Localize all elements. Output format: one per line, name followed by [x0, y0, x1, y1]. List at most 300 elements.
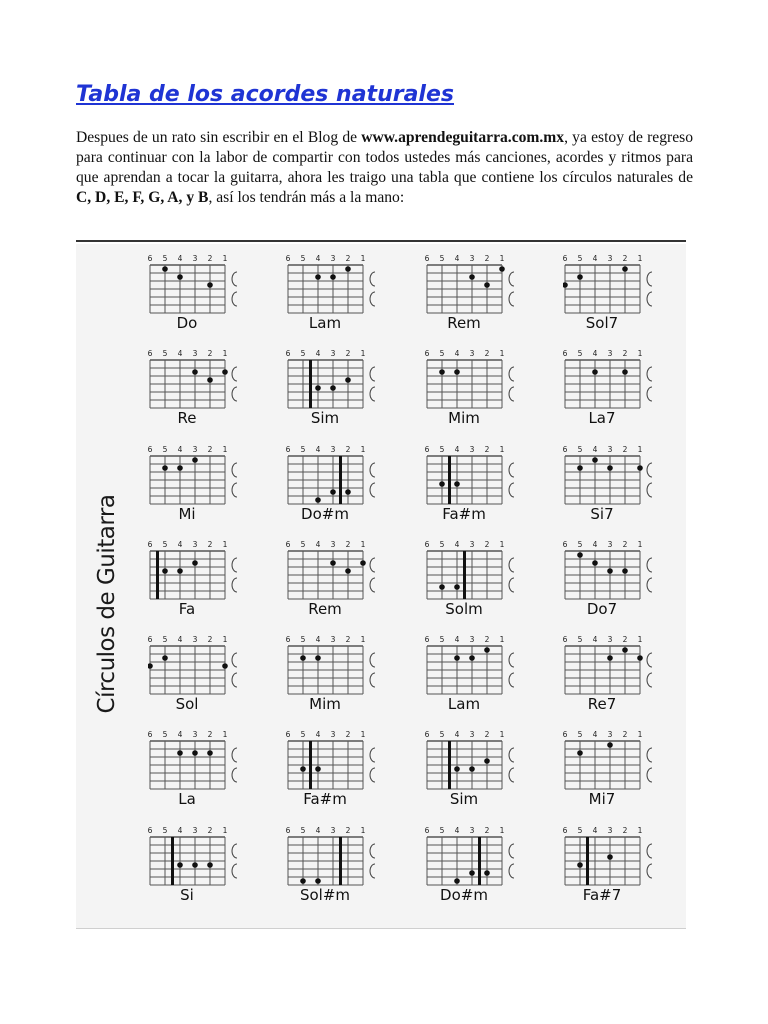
- string-number: 3: [469, 254, 475, 263]
- tuning-peg-mark: [509, 748, 514, 762]
- string-number: 4: [454, 349, 460, 358]
- finger-dot: [469, 766, 475, 772]
- string-number: 5: [577, 826, 583, 835]
- string-number: 1: [222, 349, 228, 358]
- string-number: 4: [592, 540, 598, 549]
- chord-diagram: [148, 826, 258, 912]
- string-number: 3: [330, 445, 336, 454]
- finger-dot: [607, 465, 613, 471]
- string-number: 1: [222, 254, 228, 263]
- finger-dot: [454, 655, 460, 661]
- string-number: 4: [454, 826, 460, 835]
- tuning-peg-mark: [370, 578, 375, 592]
- finger-dot: [360, 560, 366, 566]
- string-number: 3: [469, 445, 475, 454]
- string-number: 1: [360, 635, 366, 644]
- string-number: 6: [147, 445, 153, 454]
- fretboard: [286, 359, 396, 409]
- finger-dot: [484, 758, 490, 764]
- string-number: 3: [469, 826, 475, 835]
- tuning-peg-mark: [232, 292, 237, 306]
- chord-diagram: [148, 349, 258, 435]
- string-number: 5: [577, 349, 583, 358]
- string-number: 4: [592, 254, 598, 263]
- chord-name: Sim: [310, 409, 340, 427]
- finger-dot: [577, 552, 583, 558]
- string-number: 4: [177, 826, 183, 835]
- finger-dot: [162, 465, 168, 471]
- string-number: 1: [637, 826, 643, 835]
- string-number: 3: [192, 826, 198, 835]
- fretboard: [148, 740, 258, 790]
- finger-dot: [315, 385, 321, 391]
- string-number: 2: [207, 730, 213, 739]
- tuning-peg-mark: [509, 673, 514, 687]
- chord-diagram: [425, 826, 535, 912]
- string-number: 5: [162, 349, 168, 358]
- string-number: 4: [177, 540, 183, 549]
- chord-name: La: [178, 790, 196, 808]
- finger-dot: [207, 377, 213, 383]
- string-number: 2: [345, 445, 351, 454]
- fretboard: [425, 740, 535, 790]
- finger-dot: [330, 274, 336, 280]
- string-number: 6: [424, 445, 430, 454]
- string-number: 5: [577, 635, 583, 644]
- string-number: 2: [207, 445, 213, 454]
- tuning-peg-mark: [370, 673, 375, 687]
- chord-diagram: [286, 349, 396, 435]
- tuning-peg-mark: [509, 653, 514, 667]
- finger-dot: [592, 457, 598, 463]
- string-number: 3: [192, 254, 198, 263]
- chord-name: Sol: [175, 695, 199, 713]
- chord-name: Fa: [178, 600, 196, 618]
- string-number: 6: [562, 730, 568, 739]
- string-number: 2: [345, 349, 351, 358]
- tuning-peg-mark: [647, 748, 652, 762]
- finger-dot: [454, 878, 460, 884]
- chord-diagram: [148, 730, 258, 816]
- string-number: 5: [162, 730, 168, 739]
- string-number: 1: [222, 445, 228, 454]
- string-number: 1: [637, 635, 643, 644]
- string-number: 3: [330, 730, 336, 739]
- tuning-peg-mark: [509, 292, 514, 306]
- string-number: 2: [207, 540, 213, 549]
- tuning-peg-mark: [509, 367, 514, 381]
- fretboard: [563, 550, 673, 600]
- string-number: 1: [637, 445, 643, 454]
- tuning-peg-mark: [232, 483, 237, 497]
- string-number: 1: [360, 826, 366, 835]
- chord-diagram: [563, 254, 673, 340]
- fretboard: [148, 264, 258, 314]
- string-number: 1: [499, 730, 505, 739]
- tuning-peg-mark: [509, 844, 514, 858]
- chord-diagram: [286, 635, 396, 721]
- string-number: 3: [330, 254, 336, 263]
- fretboard: [425, 359, 535, 409]
- chord-name: La7: [588, 409, 616, 427]
- tuning-peg-mark: [370, 653, 375, 667]
- string-number: 2: [484, 635, 490, 644]
- string-number: 2: [484, 826, 490, 835]
- string-number: 1: [499, 445, 505, 454]
- string-number: 4: [315, 826, 321, 835]
- finger-dot: [345, 568, 351, 574]
- string-number: 2: [622, 349, 628, 358]
- string-number: 5: [300, 635, 306, 644]
- string-number: 2: [622, 635, 628, 644]
- finger-dot: [454, 369, 460, 375]
- fretboard: [286, 645, 396, 695]
- fretboard: [286, 264, 396, 314]
- fretboard: [425, 645, 535, 695]
- finger-dot: [315, 497, 321, 503]
- string-number: 4: [315, 445, 321, 454]
- tuning-peg-mark: [370, 463, 375, 477]
- chord-name: Re: [177, 409, 197, 427]
- string-number: 1: [222, 635, 228, 644]
- string-number: 5: [162, 540, 168, 549]
- tuning-peg-mark: [647, 864, 652, 878]
- finger-dot: [330, 385, 336, 391]
- finger-dot: [607, 854, 613, 860]
- finger-dot: [454, 584, 460, 590]
- string-number: 4: [592, 349, 598, 358]
- chord-name: Sol#m: [299, 886, 351, 904]
- tuning-peg-mark: [370, 367, 375, 381]
- finger-dot: [177, 568, 183, 574]
- finger-dot: [192, 750, 198, 756]
- chord-name: Do: [176, 314, 198, 332]
- string-number: 6: [424, 635, 430, 644]
- string-number: 6: [562, 540, 568, 549]
- finger-dot: [563, 282, 568, 288]
- chord-diagram: [286, 540, 396, 626]
- string-number: 4: [454, 730, 460, 739]
- string-number: 5: [439, 730, 445, 739]
- chord-diagram: [563, 826, 673, 912]
- chord-diagram: [425, 445, 535, 531]
- fretboard: [286, 455, 396, 505]
- chord-name: Solm: [445, 600, 483, 618]
- string-number: 5: [162, 826, 168, 835]
- string-number: 3: [469, 349, 475, 358]
- tuning-peg-mark: [232, 844, 237, 858]
- string-number: 6: [147, 826, 153, 835]
- chord-diagram: [563, 445, 673, 531]
- chord-name: Mim: [448, 409, 480, 427]
- chord-name: Fa#m: [442, 505, 486, 523]
- string-number: 1: [222, 540, 228, 549]
- string-number: 6: [424, 826, 430, 835]
- finger-dot: [177, 465, 183, 471]
- tuning-peg-mark: [232, 387, 237, 401]
- string-number: 6: [147, 349, 153, 358]
- fretboard: [563, 836, 673, 886]
- string-number: 6: [285, 826, 291, 835]
- chord-name: Do#m: [440, 886, 488, 904]
- fretboard: [148, 836, 258, 886]
- finger-dot: [222, 663, 228, 669]
- string-number: 6: [285, 635, 291, 644]
- chord-diagram: [286, 730, 396, 816]
- fretboard: [286, 836, 396, 886]
- fretboard: [286, 740, 396, 790]
- fretboard: [563, 645, 673, 695]
- tuning-peg-mark: [509, 768, 514, 782]
- chord-diagram: [148, 445, 258, 531]
- tuning-peg-mark: [509, 483, 514, 497]
- fretboard: [563, 359, 673, 409]
- finger-dot: [177, 274, 183, 280]
- string-number: 2: [345, 254, 351, 263]
- intro-text-3: , así los tendrán más a la mano:: [208, 189, 405, 206]
- chord-diagram: [425, 349, 535, 435]
- finger-dot: [162, 266, 168, 272]
- string-number: 3: [330, 349, 336, 358]
- string-number: 4: [454, 445, 460, 454]
- string-number: 3: [469, 635, 475, 644]
- string-number: 1: [499, 349, 505, 358]
- tuning-peg-mark: [647, 292, 652, 306]
- chord-name: Si7: [590, 505, 614, 523]
- chord-name: Fa#7: [582, 886, 622, 904]
- string-number: 6: [562, 349, 568, 358]
- string-number: 3: [469, 540, 475, 549]
- string-number: 4: [592, 635, 598, 644]
- finger-dot: [315, 878, 321, 884]
- chord-diagram: [425, 540, 535, 626]
- string-number: 4: [177, 635, 183, 644]
- string-number: 6: [285, 445, 291, 454]
- string-number: 3: [330, 635, 336, 644]
- string-number: 6: [424, 730, 430, 739]
- chord-name: Rem: [447, 314, 481, 332]
- finger-dot: [192, 457, 198, 463]
- string-number: 5: [162, 254, 168, 263]
- string-number: 2: [622, 730, 628, 739]
- string-number: 2: [484, 254, 490, 263]
- finger-dot: [469, 274, 475, 280]
- finger-dot: [622, 369, 628, 375]
- string-number: 2: [484, 349, 490, 358]
- finger-dot: [207, 282, 213, 288]
- fretboard: [425, 836, 535, 886]
- finger-dot: [300, 766, 306, 772]
- tuning-peg-mark: [232, 864, 237, 878]
- finger-dot: [162, 655, 168, 661]
- chord-name: Sol7: [585, 314, 619, 332]
- finger-dot: [607, 655, 613, 661]
- chord-diagram: [286, 254, 396, 340]
- string-number: 4: [454, 540, 460, 549]
- tuning-peg-mark: [509, 558, 514, 572]
- string-number: 5: [577, 254, 583, 263]
- string-number: 6: [424, 254, 430, 263]
- fretboard: [425, 550, 535, 600]
- string-number: 4: [315, 254, 321, 263]
- string-number: 4: [592, 730, 598, 739]
- finger-dot: [177, 862, 183, 868]
- string-number: 1: [637, 254, 643, 263]
- finger-dot: [484, 282, 490, 288]
- string-number: 6: [147, 540, 153, 549]
- tuning-peg-mark: [232, 463, 237, 477]
- string-number: 5: [300, 540, 306, 549]
- finger-dot: [469, 870, 475, 876]
- finger-dot: [622, 647, 628, 653]
- finger-dot: [148, 663, 153, 669]
- finger-dot: [330, 489, 336, 495]
- string-number: 4: [177, 445, 183, 454]
- string-number: 1: [360, 540, 366, 549]
- string-number: 2: [484, 730, 490, 739]
- string-number: 2: [622, 445, 628, 454]
- finger-dot: [577, 274, 583, 280]
- chord-diagram: [425, 254, 535, 340]
- string-number: 2: [207, 826, 213, 835]
- tuning-peg-mark: [509, 463, 514, 477]
- string-number: 3: [607, 826, 613, 835]
- finger-dot: [469, 655, 475, 661]
- string-number: 3: [192, 540, 198, 549]
- string-number: 4: [177, 730, 183, 739]
- top-divider: [76, 240, 686, 242]
- finger-dot: [607, 568, 613, 574]
- string-number: 2: [207, 349, 213, 358]
- fretboard: [148, 455, 258, 505]
- string-number: 1: [499, 540, 505, 549]
- tuning-peg-mark: [647, 578, 652, 592]
- string-number: 5: [300, 730, 306, 739]
- string-number: 4: [454, 254, 460, 263]
- string-number: 4: [315, 635, 321, 644]
- string-number: 5: [439, 540, 445, 549]
- chord-diagram: [563, 349, 673, 435]
- string-number: 6: [424, 540, 430, 549]
- string-number: 3: [330, 540, 336, 549]
- tuning-peg-mark: [370, 748, 375, 762]
- tuning-peg-mark: [232, 558, 237, 572]
- tuning-peg-mark: [370, 844, 375, 858]
- chord-diagram: [286, 445, 396, 531]
- finger-dot: [439, 481, 445, 487]
- string-number: 2: [622, 540, 628, 549]
- finger-dot: [162, 568, 168, 574]
- string-number: 3: [607, 349, 613, 358]
- finger-dot: [345, 489, 351, 495]
- tuning-peg-mark: [232, 768, 237, 782]
- string-number: 3: [469, 730, 475, 739]
- tuning-peg-mark: [647, 558, 652, 572]
- finger-dot: [345, 377, 351, 383]
- chord-name: Rem: [308, 600, 342, 618]
- string-number: 6: [285, 730, 291, 739]
- finger-dot: [192, 560, 198, 566]
- intro-text-1: Despues de un rato sin escribir en el Blog de: [76, 129, 362, 146]
- tuning-peg-mark: [370, 768, 375, 782]
- string-number: 2: [484, 445, 490, 454]
- finger-dot: [577, 465, 583, 471]
- string-number: 1: [499, 826, 505, 835]
- string-number: 2: [345, 826, 351, 835]
- string-number: 5: [439, 349, 445, 358]
- string-number: 1: [360, 254, 366, 263]
- intro-paragraph: [76, 128, 693, 208]
- string-number: 2: [345, 540, 351, 549]
- string-number: 5: [577, 445, 583, 454]
- tuning-peg-mark: [647, 844, 652, 858]
- tuning-peg-mark: [647, 367, 652, 381]
- string-number: 5: [439, 254, 445, 263]
- tuning-peg-mark: [647, 673, 652, 687]
- finger-dot: [315, 274, 321, 280]
- string-number: 2: [207, 635, 213, 644]
- chord-name: Mi: [178, 505, 196, 523]
- tuning-peg-mark: [509, 864, 514, 878]
- fretboard: [286, 550, 396, 600]
- string-number: 1: [637, 349, 643, 358]
- chord-name: Fa#m: [303, 790, 347, 808]
- string-number: 1: [360, 445, 366, 454]
- string-number: 6: [147, 254, 153, 263]
- chord-name: Re7: [587, 695, 617, 713]
- chord-diagram: [563, 635, 673, 721]
- chord-name: Si: [180, 886, 194, 904]
- chord-diagram: [286, 826, 396, 912]
- fretboard: [148, 645, 258, 695]
- tuning-peg-mark: [509, 272, 514, 286]
- tuning-peg-mark: [232, 367, 237, 381]
- string-number: 4: [592, 826, 598, 835]
- string-number: 6: [424, 349, 430, 358]
- string-number: 4: [177, 254, 183, 263]
- page-title: Tabla de los acordes naturales: [76, 82, 454, 107]
- string-number: 1: [222, 826, 228, 835]
- tuning-peg-mark: [232, 578, 237, 592]
- finger-dot: [454, 481, 460, 487]
- string-number: 5: [162, 635, 168, 644]
- tuning-peg-mark: [232, 673, 237, 687]
- string-number: 6: [285, 349, 291, 358]
- tuning-peg-mark: [509, 387, 514, 401]
- finger-dot: [484, 870, 490, 876]
- fretboard: [563, 455, 673, 505]
- finger-dot: [592, 560, 598, 566]
- string-number: 6: [562, 635, 568, 644]
- chord-diagram: [425, 730, 535, 816]
- finger-dot: [622, 568, 628, 574]
- tuning-peg-mark: [370, 272, 375, 286]
- tuning-peg-mark: [232, 748, 237, 762]
- tuning-peg-mark: [370, 864, 375, 878]
- blog-url: www.aprendeguitarra.com.mx: [361, 129, 565, 146]
- finger-dot: [192, 862, 198, 868]
- string-number: 3: [330, 826, 336, 835]
- string-number: 6: [562, 445, 568, 454]
- string-number: 1: [637, 730, 643, 739]
- fretboard: [563, 740, 673, 790]
- finger-dot: [607, 742, 613, 748]
- tuning-peg-mark: [647, 768, 652, 782]
- chart-side-label: Círculos de Guitarra: [94, 494, 120, 714]
- string-number: 1: [360, 349, 366, 358]
- string-number: 3: [607, 254, 613, 263]
- chord-name: Mim: [309, 695, 341, 713]
